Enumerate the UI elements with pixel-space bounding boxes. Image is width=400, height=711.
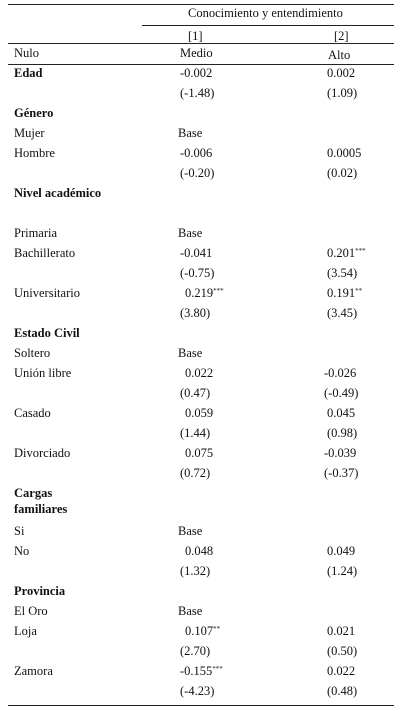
- section-heading-text: Nivel académico: [14, 186, 102, 200]
- row-label: [14, 346, 50, 361]
- col2-value: [327, 286, 362, 301]
- col1-value: [180, 246, 212, 261]
- row-label-text: Unión libre: [14, 366, 72, 380]
- col1-value: [180, 426, 210, 441]
- col2-value: [327, 624, 355, 639]
- section-heading-text: Provincia: [14, 584, 66, 598]
- row-label-text: Divorciado: [14, 446, 71, 460]
- col1-value: [180, 664, 223, 679]
- col2-value-text: 0.049: [327, 544, 356, 558]
- row-label-text: Hombre: [14, 146, 55, 160]
- col1-value: [178, 226, 202, 241]
- col1-value: [185, 406, 213, 421]
- col1-value: [180, 146, 212, 161]
- col2-value-text: (0.48): [327, 684, 358, 698]
- col2-value: [327, 664, 355, 679]
- row-label: [14, 146, 55, 161]
- section-heading: [14, 486, 52, 501]
- col1-number: [1]: [188, 29, 203, 43]
- col1-value: [185, 446, 213, 461]
- col2-value-text: -0.026: [324, 366, 357, 380]
- col1-value: [180, 166, 214, 181]
- col2-value-text: (0.50): [327, 644, 358, 658]
- col1-value-text: Base: [178, 346, 203, 360]
- col1-value-text: Base: [178, 524, 203, 538]
- row-label-header: Nulo: [14, 46, 39, 60]
- col1-value-text: (1.32): [180, 564, 211, 578]
- col1-value: [178, 524, 202, 539]
- col2-value-text: (-0.49): [324, 386, 359, 400]
- col1-value: [185, 544, 213, 559]
- group-header: Conocimiento y entendimiento: [188, 6, 343, 20]
- col1-value: [185, 624, 220, 639]
- col2-value: [327, 564, 357, 579]
- section-heading: [14, 502, 67, 517]
- col2-value-text: (1.24): [327, 564, 358, 578]
- top-rule: [8, 4, 394, 5]
- col1-value: [178, 604, 202, 619]
- col1-value: [180, 66, 212, 81]
- section-heading-text: familiares: [14, 502, 68, 516]
- col2-value-text: 0.021: [327, 624, 356, 638]
- row-label: [14, 604, 48, 619]
- section-heading-text: Edad: [14, 66, 43, 80]
- row-label-text: Primaria: [14, 226, 58, 240]
- col1-value-text: Base: [178, 126, 203, 140]
- col2-value-text: 0.022: [327, 664, 356, 678]
- col1-value-text: (2.70): [180, 644, 211, 658]
- section-heading: [14, 66, 43, 81]
- row-label-text: Casado: [14, 406, 51, 420]
- col1-value-text: (3.80): [180, 306, 211, 320]
- significance-stars: ***: [212, 665, 223, 673]
- col1-value-text: (0.47): [180, 386, 211, 400]
- col1-value-text: 0.022: [185, 366, 214, 380]
- col1-value: [180, 564, 210, 579]
- col1-value-text: -0.155: [180, 664, 213, 678]
- significance-stars: **: [213, 625, 221, 633]
- section-heading: [14, 584, 65, 599]
- col1-value: [180, 86, 214, 101]
- col1-header: Medio: [180, 46, 213, 60]
- col1-value-text: (-1.48): [180, 86, 215, 100]
- col1-value-text: -0.006: [180, 146, 213, 160]
- row-label-text: Mujer: [14, 126, 45, 140]
- col1-value-text: 0.107: [185, 624, 214, 638]
- row-label-text: Loja: [14, 624, 37, 638]
- col2-value-text: 0.191: [327, 286, 356, 300]
- significance-stars: **: [355, 287, 363, 295]
- col2-value: [327, 266, 357, 281]
- section-heading-text: Cargas: [14, 486, 53, 500]
- col2-value: [327, 146, 361, 161]
- row-label-text: Si: [14, 524, 25, 538]
- row-label: [14, 446, 70, 461]
- col2-value: [327, 66, 355, 81]
- section-heading-text: Estado Civil: [14, 326, 80, 340]
- col1-value: [178, 346, 202, 361]
- col1-value-text: (1.44): [180, 426, 211, 440]
- row-label-text: Bachillerato: [14, 246, 76, 260]
- col1-value: [180, 684, 214, 699]
- col2-value-text: -0.039: [324, 446, 357, 460]
- col2-value-text: (0.98): [327, 426, 358, 440]
- col2-value: [327, 406, 355, 421]
- col1-value: [180, 266, 214, 281]
- col1-value: [185, 286, 224, 301]
- col2-value: [327, 166, 357, 181]
- col2-value: [327, 644, 357, 659]
- row-label: [14, 664, 53, 679]
- col2-value: [327, 426, 357, 441]
- col2-value: [324, 386, 358, 401]
- row-label: [14, 126, 45, 141]
- row-label: [14, 226, 57, 241]
- col1-value: [180, 306, 210, 321]
- section-heading-text: Género: [14, 106, 54, 120]
- col2-value: [324, 366, 356, 381]
- row-label-text: No: [14, 544, 30, 558]
- col2-value: [324, 466, 358, 481]
- row-label: [14, 524, 24, 539]
- subheader-rule: [8, 64, 394, 65]
- significance-stars: ***: [213, 287, 224, 295]
- row-label-text: Universitario: [14, 286, 80, 300]
- row-label: [14, 406, 51, 421]
- col2-value: [327, 684, 357, 699]
- col2-value-text: (3.54): [327, 266, 358, 280]
- col2-value: [327, 246, 366, 261]
- row-label-text: Soltero: [14, 346, 51, 360]
- row-label: [14, 286, 80, 301]
- row-label-text: El Oro: [14, 604, 48, 618]
- row-label: [14, 544, 29, 559]
- col1-value-text: 0.075: [185, 446, 214, 460]
- section-heading: [14, 106, 53, 121]
- col2-value-text: (0.02): [327, 166, 358, 180]
- col2-value-text: 0.201: [327, 246, 356, 260]
- col1-value: [185, 366, 213, 381]
- col2-value-text: (-0.37): [324, 466, 359, 480]
- col1-value-text: Base: [178, 226, 203, 240]
- section-heading: [14, 326, 80, 341]
- col2-value-text: (1.09): [327, 86, 358, 100]
- col2-value-text: 0.0005: [327, 146, 362, 160]
- col2-value-text: (3.45): [327, 306, 358, 320]
- col2-value: [327, 544, 355, 559]
- col1-value-text: 0.059: [185, 406, 214, 420]
- col2-number: [2]: [334, 29, 349, 43]
- bottom-rule: [8, 705, 394, 706]
- col2-value-text: 0.002: [327, 66, 356, 80]
- row-label: [14, 246, 75, 261]
- row-label: [14, 366, 71, 381]
- significance-stars: ***: [355, 247, 366, 255]
- col2-value: [324, 446, 356, 461]
- group-rule: [142, 25, 394, 26]
- col2-header: Alto: [328, 48, 351, 62]
- col1-value-text: (0.72): [180, 466, 211, 480]
- col1-value: [180, 386, 210, 401]
- col1-value-text: 0.219: [185, 286, 214, 300]
- col2-value-text: 0.045: [327, 406, 356, 420]
- col1-value-text: (-0.75): [180, 266, 215, 280]
- col1-value-text: -0.002: [180, 66, 213, 80]
- row-label-text: Zamora: [14, 664, 53, 678]
- col1-value: [180, 644, 210, 659]
- header-rule: [8, 43, 394, 44]
- section-heading: [14, 186, 101, 201]
- col2-value: [327, 86, 357, 101]
- col1-value-text: (-0.20): [180, 166, 215, 180]
- col2-value: [327, 306, 357, 321]
- col1-value: [180, 466, 210, 481]
- col1-value: [178, 126, 202, 141]
- col1-value-text: 0.048: [185, 544, 214, 558]
- row-label: [14, 624, 37, 639]
- col1-value-text: (-4.23): [180, 684, 215, 698]
- col1-value-text: -0.041: [180, 246, 213, 260]
- col1-value-text: Base: [178, 604, 203, 618]
